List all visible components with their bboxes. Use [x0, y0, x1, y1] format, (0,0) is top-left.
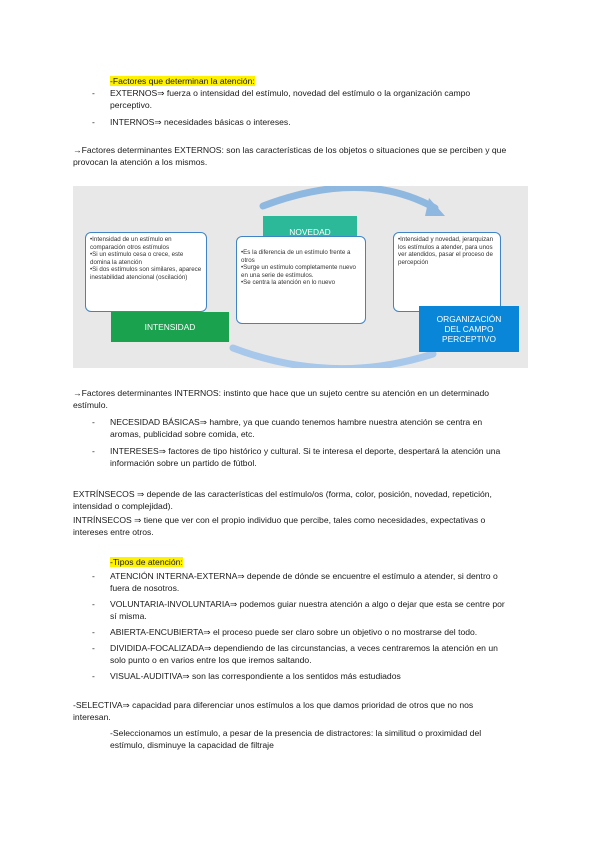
- bullet-dash: -: [92, 571, 95, 581]
- item-intereses-line2: información sobre un partido de fútbol.: [110, 458, 257, 468]
- heading-text: -Tipos de atención:: [110, 557, 183, 567]
- bullet-dash: -: [92, 117, 95, 127]
- tipo-visual: VISUAL-AUDITIVA⇒ son las correspondiente a los sentidos más estudiados: [110, 671, 401, 681]
- externos-line1: →Factores determinantes EXTERNOS: son las características de los objetos o situaciones que se perciben y que: [73, 145, 507, 155]
- intensidad-label: INTENSIDAD: [111, 312, 229, 342]
- organizacion-box: [393, 232, 501, 312]
- bullet-dash: -: [92, 88, 95, 98]
- internos-line1: →Factores determinantes INTERNOS: instinto que hace que un sujeto centre su atención en un determinado: [73, 388, 490, 398]
- extrinsecos-line1: EXTRÍNSECOS ⇒ depende de las características del estímulo/os (forma, color, posición, novedad, repetición,: [73, 489, 492, 499]
- novedad-label: NOVEDAD: [263, 216, 357, 247]
- item-necesidad-line2: aromas, publicidad sobre comida, etc.: [110, 429, 255, 439]
- tipo-abierta: ABIERTA-ENCUBIERTA⇒ el proceso puede ser claro sobre un objetivo o no mostrarse del todo.: [110, 627, 478, 637]
- bullet-dash: -: [92, 627, 95, 637]
- organizacion-label-line: ORGANIZACIÓN: [436, 314, 502, 324]
- bottom-arc-arrow: [233, 348, 433, 368]
- novedad-bullet: •Surge un estímulo completamente nuevo en una serie de estímulos.: [241, 264, 356, 279]
- bullet-dash: -: [92, 671, 95, 681]
- item-necesidad-line1: NECESIDAD BÁSICAS⇒ hambre, ya que cuando tenemos hambre nuestra atención se centra en: [110, 417, 483, 427]
- tipo-interna-line1: ATENCIÓN INTERNA-EXTERNA⇒ depende de dónde se encuentre el estímulo a atender, si dentro o: [110, 571, 498, 581]
- bullet-dash: -: [92, 643, 95, 653]
- tipo-voluntaria-line2: sí misma.: [110, 611, 147, 621]
- extrinsecos-line2: intensidad o complejidad).: [73, 501, 173, 511]
- intensidad-bullet: •Si un estímulo cesa o crece, este domina la atención: [90, 251, 184, 266]
- intrinsecos-line1: INTRÍNSECOS ⇒ tiene que ver con el propio individuo que percibe, tales como necesidades, expectativas o: [73, 515, 486, 525]
- intensidad-bullet: •Si dos estímulos son similares, aparece inestabilidad atencional (oscilación): [90, 266, 202, 281]
- selectiva-sub-line1: -Seleccionamos un estímulo, a pesar de la presencia de distractores: la similitud o proximidad del: [110, 728, 482, 738]
- bullet-dash: -: [92, 599, 95, 609]
- item-externos-line1: EXTERNOS⇒ fuerza o intensidad del estímulo, novedad del estímulo o la organización campo: [110, 88, 471, 98]
- item-intereses-line1: INTERESES⇒ factores de tipo histórico y cultural. Si te interesa el deporte, despertará la atención una: [110, 446, 501, 456]
- organizacion-label: [419, 306, 519, 352]
- top-arc-arrow: [263, 187, 435, 208]
- novedad-bullet: •Es la diferencia de un estímulo frente a otros: [241, 249, 351, 264]
- organizacion-bullet: •Intensidad y novedad, jerarquizan los estímulos a atender, para unos ver atendidos, pasar el proceso de percepción: [398, 236, 494, 266]
- novedad-bullet: •Se centra la atención en lo nuevo: [241, 279, 336, 287]
- tipo-interna-line2: fuera de nosotros.: [110, 583, 180, 593]
- selectiva-line1: -SELECTIVA⇒ capacidad para diferenciar unos estímulos a los que damos prioridad de otros que no nos: [73, 700, 474, 710]
- organizacion-label-line: PERCEPTIVO: [442, 334, 496, 344]
- tipo-dividida-line2: solo punto o en varios entre los que iremos saltando.: [110, 655, 312, 665]
- selectiva-line2: interesan.: [73, 712, 111, 722]
- intrinsecos-line2: intereses entre otros.: [73, 527, 154, 537]
- intensidad-box: [85, 232, 207, 312]
- item-internos: INTERNOS⇒ necesidades básicas o intereses.: [110, 117, 291, 127]
- section-heading-factores: [110, 75, 255, 87]
- tipo-voluntaria-line1: VOLUNTARIA-INVOLUNTARIA⇒ podemos guiar nuestra atención a algo o dejar que esta se centre por: [110, 599, 505, 609]
- externos-line2: provocan la atención a los mismos.: [73, 157, 208, 167]
- novedad-box: [236, 236, 366, 324]
- bullet-dash: -: [92, 446, 95, 456]
- organizacion-label-line: DEL CAMPO: [444, 324, 494, 334]
- item-externos-line2: perceptivo.: [110, 100, 153, 110]
- attention-factors-diagram: [73, 186, 528, 368]
- bullet-dash: -: [92, 417, 95, 427]
- intensidad-bullet: •Intensidad de un estímulo en comparación otros estímulos: [90, 236, 172, 251]
- tipo-dividida-line1: DIVIDIDA-FOCALIZADA⇒ dependiendo de las circunstancias, a veces centraremos la atención en un: [110, 643, 498, 653]
- internos-line2: estímulo.: [73, 400, 108, 410]
- section-heading-tipos: [110, 556, 183, 568]
- heading-text: -Factores que determinan la atención:: [110, 76, 255, 86]
- selectiva-sub-line2: estímulo, disminuye la capacidad de filtraje: [110, 740, 274, 750]
